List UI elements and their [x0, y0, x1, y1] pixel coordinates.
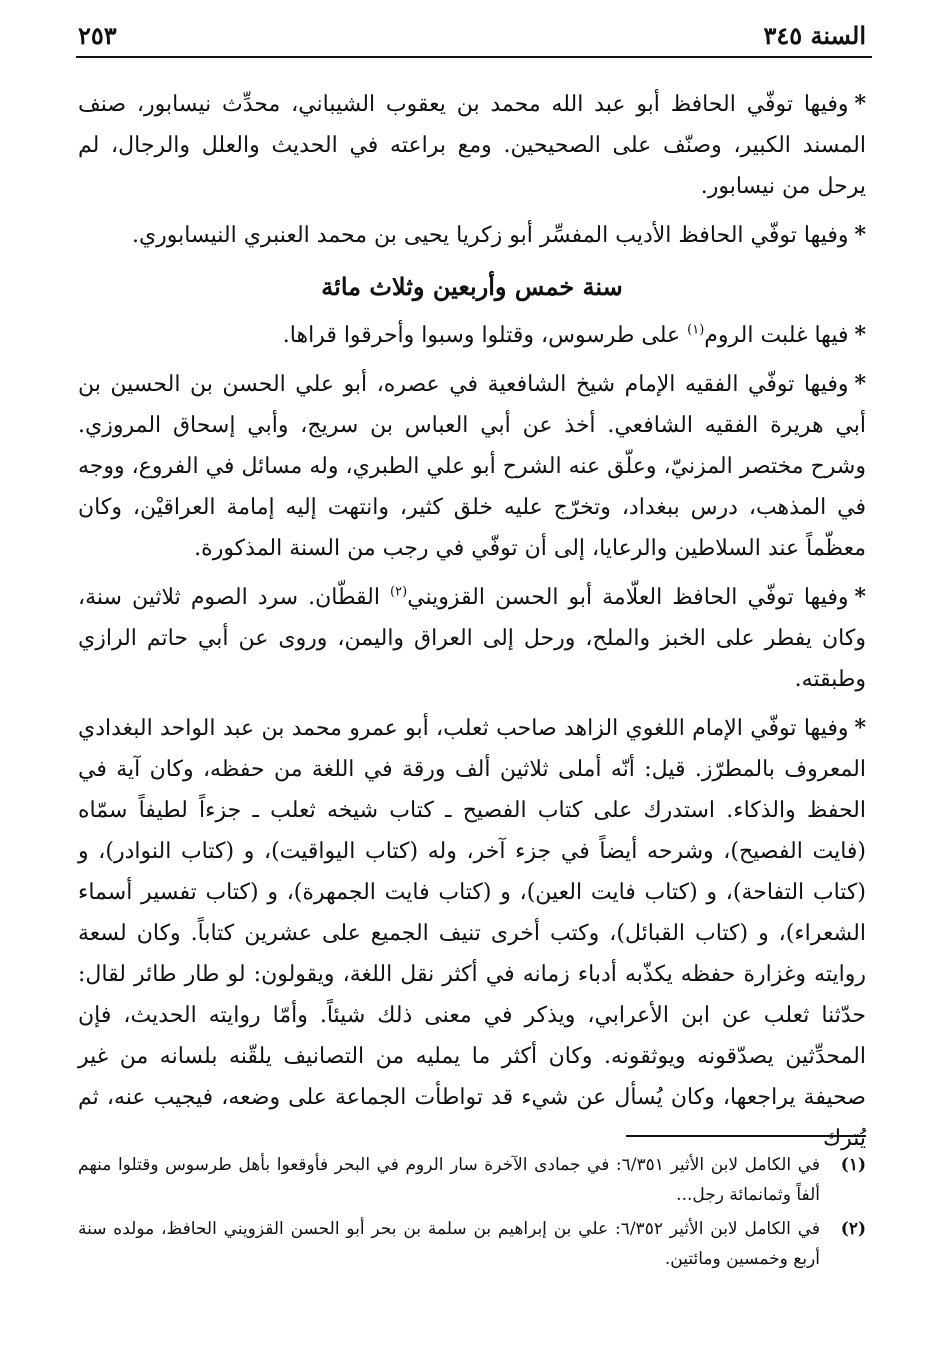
bullet-star: *: [854, 322, 866, 348]
footnote-number: (١): [840, 1155, 866, 1175]
running-head-year: السنة ٣٤٥: [763, 21, 866, 50]
footnote-divider: [626, 1135, 866, 1137]
footnote-ref-2[interactable]: (٢): [390, 584, 408, 600]
paragraph-ibn-abi-hurayra: [78, 364, 866, 569]
paragraph-text-start: وفيها توفّي الحافظ العلّامة أبو الحسن القزويني: [407, 585, 849, 610]
bullet-star: *: [854, 584, 866, 610]
footnote-text: في الكامل لابن الأثير ٦/٣٥٢: علي بن إبراهيم بن سلمة بن بحر أبو الحسن القزويني الحافظ، مولده سنة أربع وخمسين ومائتين.: [78, 1219, 821, 1269]
page-number: ٢٥٣: [78, 21, 117, 50]
bullet-star: *: [854, 222, 866, 248]
paragraph-mutarriz: [78, 708, 866, 1159]
paragraph-text-end: القطّان. سرد الصوم ثلاثين سنة، وكان يفطر على الخبز والملح، ورحل إلى العراق واليمن، وروى عن أبي حاتم الرازي وطبقته.: [78, 585, 866, 692]
header-divider: [76, 56, 872, 58]
footnote-1: [78, 1150, 866, 1210]
paragraph-text: وفيها توفّي الحافظ الأديب المفسِّر أبو زكريا يحيى بن محمد العنبري النيسابوري.: [131, 223, 849, 248]
footnote-ref-1[interactable]: (١): [687, 322, 705, 338]
main-text: [78, 84, 866, 1167]
paragraph-text: وفيها توفّي الحافظ أبو عبد الله محمد بن يعقوب الشيباني، محدِّث نيسابور، صنف المسند الكبير، وصنّف على الصحيحين. ومع براعته في الحديث والعلل والرجال، لم يرحل من نيسابور.: [78, 92, 866, 199]
section-heading: سنة خمس وأربعين وثلاث مائة: [321, 272, 623, 301]
bullet-star: *: [854, 715, 866, 741]
paragraph-shaybani: [78, 84, 866, 207]
footnote-number: (٢): [840, 1219, 866, 1239]
paragraph-text: وفيها توفّي الإمام اللغوي الزاهد صاحب ثعلب، أبو عمرو محمد بن عبد الواحد البغدادي المعروف بالمطرّز. قيل: أنّه أملى ثلاثين ألف ورقة في اللغة من حفظه، وكان آية في الحفظ والذكاء. استدرك على كتاب الفصيح ـ كتاب شيخه ثعلب ـ جزءاً لطيفاً سمّاه (فايت الفصيح)، وشرحه أيضاً في جزء آخر، وله (كتاب اليواقيت)، و (كتاب النوادر)، و (كتاب التفاحة)، و (كتاب فايت العين)، و (كتاب فايت الجمهرة)، و (كتاب تفسير أسماء الشعراء)، و (كتاب القبائل)، وكتب أخرى تنيف الجميع على عشرين كتاباً. وكان لسعة روايته وغزارة حفظه يكذّبه أدباء زمانه في أكثر نقل اللغة، ويقولون: لو طار طائر لقال: حدّثنا ثعلب عن ابن الأعرابي، ويذكر في معنى ذلك شيئاً. وأمّا روايته الحديث، فإن المحدِّثين يصدّقونه ويوثقونه. وكان أكثر ما يمليه من التصانيف يلقّنه بلسانه من غير صحيفة يراجعها، وكان يُسأل عن شيء قد تواطأت الجماعة على وضعه، فيجيب عنه، ثم يُترك: [78, 716, 866, 1151]
footnote-text: في الكامل لابن الأثير ٦/٣٥١: في جمادى الآخرة سار الروم في البحر فأوقعوا بأهل طرسوس وقتلوا منهم ألفاً وثمانمائة رجل...: [78, 1155, 820, 1205]
bullet-star: *: [854, 91, 866, 117]
footnotes: [78, 1150, 866, 1278]
paragraph-qazwini: [78, 577, 866, 700]
bullet-star: *: [854, 371, 866, 397]
footnote-2: [78, 1214, 866, 1274]
paragraph-rum: [78, 315, 866, 356]
paragraph-text: وفيها توفّي الفقيه الإمام شيخ الشافعية في عصره، أبو علي الحسن بن الحسين بن أبي هريرة الفقيه الشافعي. أخذ عن أبي العباس بن سريج، وأبي إسحاق المروزي. وشرح مختصر المزنيّ، وعلّق عنه الشرح أبو علي الطبري، وله مسائل في الفروع، ووجه في المذهب، درس ببغداد، وتخرّج عليه خلق كثير، وانتهت إليه إمامة العراقيْن، وكان معظّماً عند السلاطين والرعايا، إلى أن توفّي في رجب من السنة المذكورة.: [78, 372, 866, 561]
paragraph-anbari: [78, 215, 866, 256]
paragraph-text-end: على طرسوس، وقتلوا وسبوا وأحرقوا قراها.: [282, 323, 688, 348]
paragraph-text-start: فيها غلبت الروم: [704, 323, 849, 348]
page-header: [78, 14, 866, 50]
